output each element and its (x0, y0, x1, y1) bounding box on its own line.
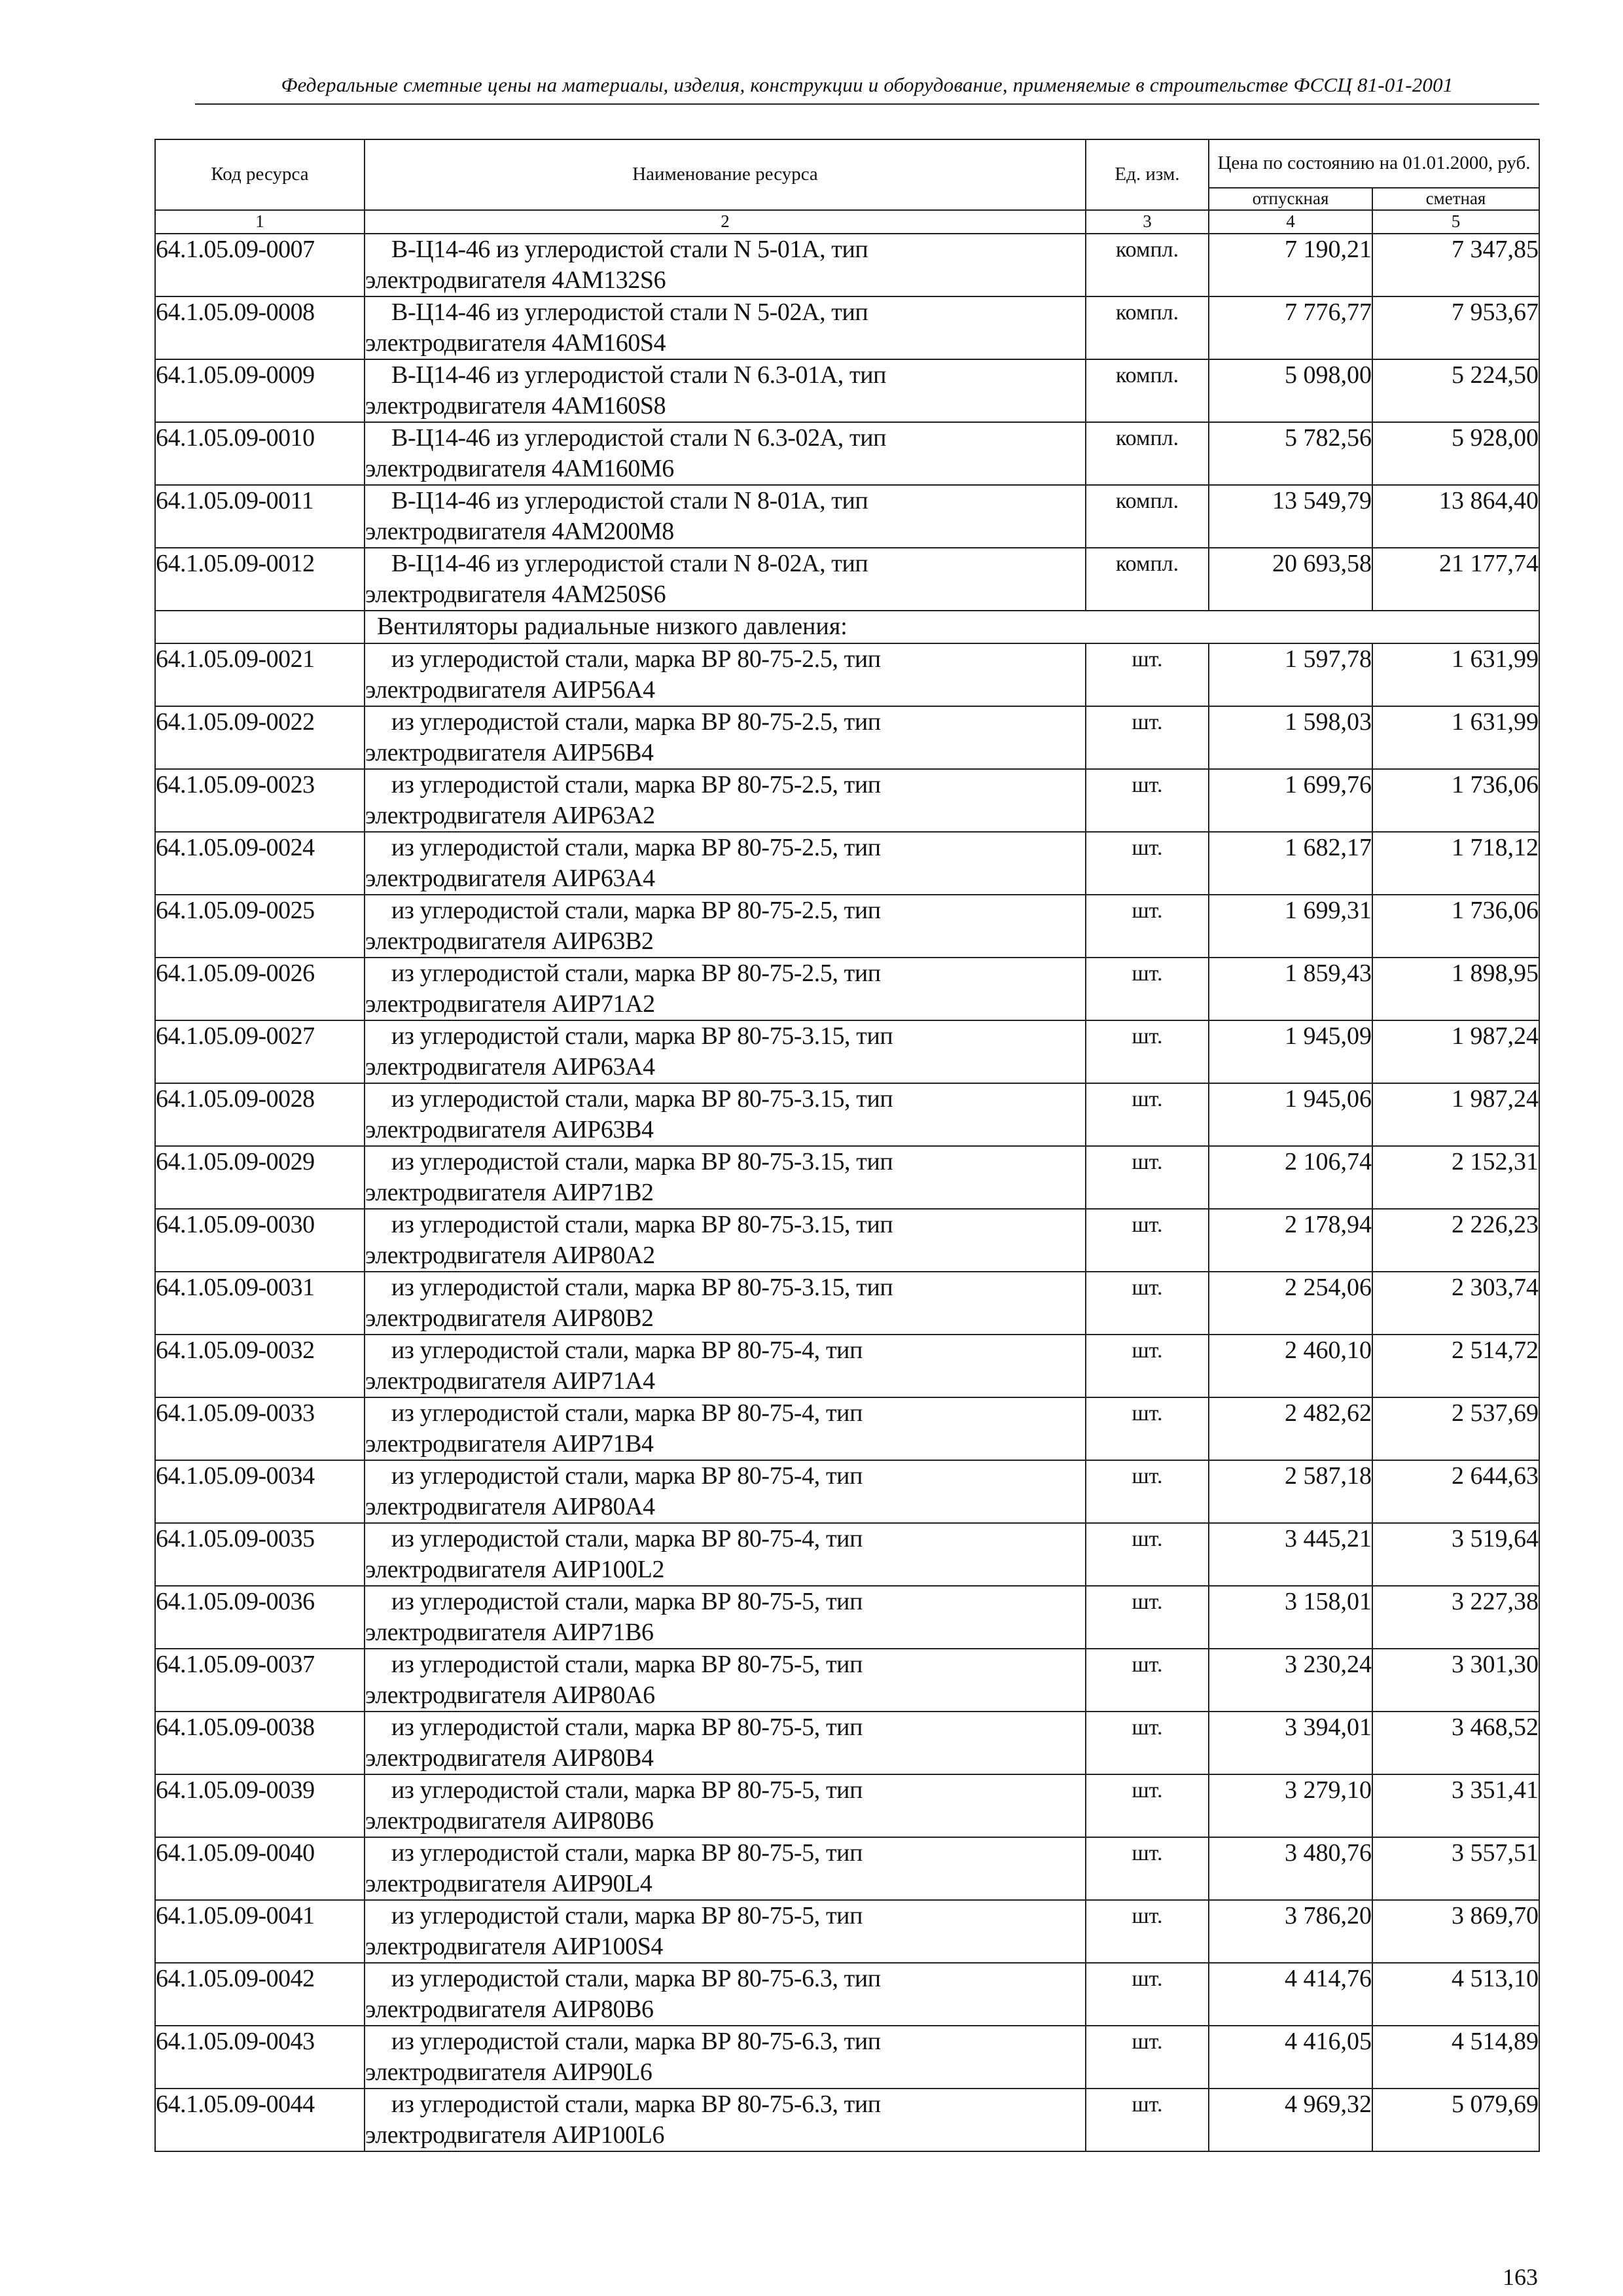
resource-unit: шт. (1086, 1586, 1209, 1649)
section-title: Вентиляторы радиальные низкого давления: (365, 611, 1539, 643)
estimate-price: 3 557,51 (1372, 1837, 1539, 1900)
resource-name-line1: из углеродистой стали, марка ВР 80-75-2.5, тип (391, 771, 881, 798)
table-row (155, 422, 1539, 485)
table-row (155, 895, 1539, 958)
resource-name-line2: электродвигателя АИР80В6 (365, 1807, 654, 1835)
release-price: 2 178,94 (1209, 1209, 1372, 1272)
release-price: 3 158,01 (1209, 1586, 1372, 1649)
estimate-price: 3 227,38 (1372, 1586, 1539, 1649)
running-header: Федеральные сметные цены на материалы, изделия, конструкции и оборудование, применяемые в строительстве ФССЦ 81-01-2001 (281, 73, 1454, 96)
table-row (155, 485, 1539, 548)
resource-name-line1: из углеродистой стали, марка ВР 80-75-4, тип (391, 1462, 863, 1490)
estimate-price: 7 953,67 (1372, 296, 1539, 359)
resource-unit: шт. (1086, 1083, 1209, 1146)
estimate-price: 2 514,72 (1372, 1335, 1539, 1397)
table-row (155, 1774, 1539, 1837)
resource-code: 64.1.05.09-0044 (155, 2089, 365, 2151)
resource-name-line2: электродвигателя АИР71В6 (365, 1619, 654, 1646)
release-price: 1 945,09 (1209, 1020, 1372, 1083)
resource-name-line2: электродвигателя АИР80А2 (365, 1242, 655, 1269)
resource-unit: шт. (1086, 2089, 1209, 2151)
resource-code: 64.1.05.09-0022 (155, 706, 365, 769)
resource-name-line2: электродвигателя АИР80А4 (365, 1493, 655, 1520)
resource-unit: шт. (1086, 832, 1209, 895)
resource-name-line1: В-Ц14-46 из углеродистой стали N 6.3-01А, тип (391, 361, 887, 389)
column-number: 1 (155, 210, 365, 234)
resource-name (365, 296, 1086, 359)
table-row (155, 769, 1539, 832)
estimate-price: 1 736,06 (1372, 769, 1539, 832)
resource-name-line1: из углеродистой стали, марка ВР 80-75-3.15, тип (391, 1211, 893, 1238)
resource-name (365, 1963, 1086, 2026)
table-row (155, 706, 1539, 769)
table-row (155, 1837, 1539, 1900)
resource-name (365, 958, 1086, 1020)
table-row (155, 2026, 1539, 2089)
resource-code: 64.1.05.09-0010 (155, 422, 365, 485)
resource-name (365, 706, 1086, 769)
resource-name (365, 485, 1086, 548)
table-row (155, 1083, 1539, 1146)
table-row (155, 1649, 1539, 1712)
resource-name-line1: из углеродистой стали, марка ВР 80-75-5, тип (391, 1588, 863, 1615)
resource-name-line1: из углеродистой стали, марка ВР 80-75-5, тип (391, 1651, 863, 1678)
resource-unit: шт. (1086, 1649, 1209, 1712)
release-price: 3 230,24 (1209, 1649, 1372, 1712)
resource-name-line2: электродвигателя 4АМ132S6 (365, 266, 666, 294)
resource-unit: шт. (1086, 1523, 1209, 1586)
release-price: 2 254,06 (1209, 1272, 1372, 1335)
resource-unit: шт. (1086, 1020, 1209, 1083)
resource-name-line2: электродвигателя АИР90L4 (365, 1870, 652, 1897)
estimate-price: 3 519,64 (1372, 1523, 1539, 1586)
release-price: 4 416,05 (1209, 2026, 1372, 2089)
column-number: 2 (365, 210, 1086, 234)
col-header-release: отпускная (1209, 188, 1372, 210)
resource-name (365, 895, 1086, 958)
resource-code: 64.1.05.09-0037 (155, 1649, 365, 1712)
resource-name (365, 1272, 1086, 1335)
table-row (155, 1146, 1539, 1209)
table-row (155, 958, 1539, 1020)
table-row (155, 1272, 1539, 1335)
table-row (155, 359, 1539, 422)
estimate-price: 3 468,52 (1372, 1712, 1539, 1774)
estimate-price: 1 987,24 (1372, 1020, 1539, 1083)
estimate-price: 3 869,70 (1372, 1900, 1539, 1963)
resource-code: 64.1.05.09-0033 (155, 1397, 365, 1460)
resource-code: 64.1.05.09-0007 (155, 234, 365, 296)
resource-unit: шт. (1086, 1335, 1209, 1397)
release-price: 1 597,78 (1209, 643, 1372, 706)
resource-name-line2: электродвигателя 4АМ200М8 (365, 518, 674, 545)
table-row (155, 643, 1539, 706)
estimate-price: 4 514,89 (1372, 2026, 1539, 2089)
resource-name-line2: электродвигателя АИР100L6 (365, 2121, 665, 2149)
resource-unit: шт. (1086, 958, 1209, 1020)
release-price: 5 782,56 (1209, 422, 1372, 485)
resource-code: 64.1.05.09-0036 (155, 1586, 365, 1649)
release-price: 13 549,79 (1209, 485, 1372, 548)
resource-name-line1: из углеродистой стали, марка ВР 80-75-5, тип (391, 1839, 863, 1867)
column-number-row (155, 210, 1539, 234)
resource-name (365, 1020, 1086, 1083)
resource-unit: компл. (1086, 548, 1209, 611)
release-price: 1 699,31 (1209, 895, 1372, 958)
table-row (155, 296, 1539, 359)
resource-name (365, 234, 1086, 296)
resource-unit: шт. (1086, 1837, 1209, 1900)
resource-unit: шт. (1086, 1272, 1209, 1335)
resource-name (365, 422, 1086, 485)
column-number: 3 (1086, 210, 1209, 234)
release-price: 7 190,21 (1209, 234, 1372, 296)
release-price: 7 776,77 (1209, 296, 1372, 359)
resource-unit: шт. (1086, 1209, 1209, 1272)
resource-name-line1: В-Ц14-46 из углеродистой стали N 8-02А, тип (391, 550, 868, 577)
resource-name (365, 1712, 1086, 1774)
price-table (154, 139, 1540, 2152)
resource-unit: шт. (1086, 1712, 1209, 1774)
col-header-unit: Ед. изм. (1086, 139, 1209, 210)
resource-name-line1: из углеродистой стали, марка ВР 80-75-2.5, тип (391, 834, 881, 861)
resource-name-line2: электродвигателя АИР100L2 (365, 1556, 665, 1583)
table-row (155, 1209, 1539, 1272)
estimate-price: 1 718,12 (1372, 832, 1539, 895)
resource-name-line1: из углеродистой стали, марка ВР 80-75-6.3, тип (391, 1965, 881, 1992)
estimate-price: 2 226,23 (1372, 1209, 1539, 1272)
table-row (155, 1020, 1539, 1083)
release-price: 1 859,43 (1209, 958, 1372, 1020)
resource-name-line1: из углеродистой стали, марка ВР 80-75-5, тип (391, 1776, 863, 1804)
resource-unit: шт. (1086, 643, 1209, 706)
resource-code: 64.1.05.09-0012 (155, 548, 365, 611)
resource-name (365, 548, 1086, 611)
release-price: 1 945,06 (1209, 1083, 1372, 1146)
resource-name (365, 2089, 1086, 2151)
resource-unit: шт. (1086, 1146, 1209, 1209)
release-price: 5 098,00 (1209, 359, 1372, 422)
section-spacer (155, 611, 365, 643)
resource-name (365, 1209, 1086, 1272)
resource-code: 64.1.05.09-0024 (155, 832, 365, 895)
estimate-price: 5 079,69 (1372, 2089, 1539, 2151)
estimate-price: 3 301,30 (1372, 1649, 1539, 1712)
release-price: 20 693,58 (1209, 548, 1372, 611)
estimate-price: 4 513,10 (1372, 1963, 1539, 2026)
release-price: 3 480,76 (1209, 1837, 1372, 1900)
resource-name-line1: из углеродистой стали, марка ВР 80-75-3.15, тип (391, 1274, 893, 1301)
resource-unit: шт. (1086, 2026, 1209, 2089)
resource-name-line2: электродвигателя АИР90L6 (365, 2058, 652, 2086)
resource-unit: компл. (1086, 359, 1209, 422)
resource-name-line2: электродвигателя АИР80В2 (365, 1304, 654, 1332)
resource-unit: шт. (1086, 1460, 1209, 1523)
resource-name-line1: из углеродистой стали, марка ВР 80-75-4, тип (391, 1336, 863, 1364)
resource-code: 64.1.05.09-0029 (155, 1146, 365, 1209)
resource-name-line2: электродвигателя АИР100S4 (365, 1933, 664, 1960)
resource-name-line1: из углеродистой стали, марка ВР 80-75-4, тип (391, 1399, 863, 1427)
resource-name (365, 832, 1086, 895)
resource-code: 64.1.05.09-0040 (155, 1837, 365, 1900)
estimate-price: 3 351,41 (1372, 1774, 1539, 1837)
resource-code: 64.1.05.09-0011 (155, 485, 365, 548)
resource-unit: компл. (1086, 422, 1209, 485)
resource-code: 64.1.05.09-0038 (155, 1712, 365, 1774)
resource-unit: шт. (1086, 1900, 1209, 1963)
resource-name (365, 1083, 1086, 1146)
resource-name-line2: электродвигателя АИР80В4 (365, 1744, 654, 1772)
resource-name-line2: электродвигателя АИР63А4 (365, 1053, 655, 1081)
table-row (155, 1460, 1539, 1523)
resource-name-line2: электродвигателя АИР71В4 (365, 1430, 654, 1458)
table-body-group1 (155, 234, 1539, 611)
resource-code: 64.1.05.09-0028 (155, 1083, 365, 1146)
page-number: 163 (1503, 2264, 1538, 2290)
release-price: 4 414,76 (1209, 1963, 1372, 2026)
estimate-price: 1 631,99 (1372, 706, 1539, 769)
table-row (155, 1900, 1539, 1963)
table-row (155, 832, 1539, 895)
table-row (155, 1963, 1539, 2026)
header-rule (195, 103, 1539, 105)
resource-name-line2: электродвигателя 4АМ250S6 (365, 581, 666, 608)
resource-name-line2: электродвигателя 4АМ160М6 (365, 455, 674, 482)
resource-name-line1: из углеродистой стали, марка ВР 80-75-5, тип (391, 1902, 863, 1929)
column-number: 4 (1209, 210, 1372, 234)
resource-name (365, 1774, 1086, 1837)
resource-unit: шт. (1086, 769, 1209, 832)
resource-code: 64.1.05.09-0041 (155, 1900, 365, 1963)
resource-name-line1: из углеродистой стали, марка ВР 80-75-2.5, тип (391, 960, 881, 987)
resource-name (365, 1335, 1086, 1397)
release-price: 4 969,32 (1209, 2089, 1372, 2151)
resource-unit: шт. (1086, 1774, 1209, 1837)
resource-name-line1: из углеродистой стали, марка ВР 80-75-2.5, тип (391, 645, 881, 673)
resource-name-line2: электродвигателя АИР71А4 (365, 1367, 655, 1395)
resource-name-line1: В-Ц14-46 из углеродистой стали N 5-01А, тип (391, 236, 868, 263)
resource-name-line1: В-Ц14-46 из углеродистой стали N 6.3-02А, тип (391, 424, 887, 452)
table-section (155, 611, 1539, 643)
resource-name (365, 1460, 1086, 1523)
resource-code: 64.1.05.09-0025 (155, 895, 365, 958)
estimate-price: 1 898,95 (1372, 958, 1539, 1020)
estimate-price: 2 537,69 (1372, 1397, 1539, 1460)
resource-name-line2: электродвигателя 4АМ160S8 (365, 392, 666, 420)
resource-unit: шт. (1086, 1963, 1209, 2026)
resource-name-line2: электродвигателя АИР56А4 (365, 676, 655, 704)
release-price: 3 786,20 (1209, 1900, 1372, 1963)
release-price: 3 445,21 (1209, 1523, 1372, 1586)
resource-code: 64.1.05.09-0031 (155, 1272, 365, 1335)
release-price: 3 279,10 (1209, 1774, 1372, 1837)
resource-name (365, 1146, 1086, 1209)
table-row (155, 1397, 1539, 1460)
resource-name (365, 1649, 1086, 1712)
estimate-price: 5 928,00 (1372, 422, 1539, 485)
col-header-price-group: Цена по состоянию на 01.01.2000, руб. (1209, 139, 1539, 188)
estimate-price: 2 303,74 (1372, 1272, 1539, 1335)
resource-code: 64.1.05.09-0023 (155, 769, 365, 832)
resource-code: 64.1.05.09-0026 (155, 958, 365, 1020)
table-row (155, 1586, 1539, 1649)
table-row (155, 2089, 1539, 2151)
resource-code: 64.1.05.09-0042 (155, 1963, 365, 2026)
release-price: 2 106,74 (1209, 1146, 1372, 1209)
resource-unit: шт. (1086, 1397, 1209, 1460)
table-body-group2 (155, 643, 1539, 2151)
resource-name-line2: электродвигателя АИР71В2 (365, 1179, 654, 1206)
resource-code: 64.1.05.09-0030 (155, 1209, 365, 1272)
resource-name-line2: электродвигателя АИР80А6 (365, 1681, 655, 1709)
resource-unit: шт. (1086, 706, 1209, 769)
resource-name (365, 359, 1086, 422)
resource-code: 64.1.05.09-0009 (155, 359, 365, 422)
estimate-price: 2 644,63 (1372, 1460, 1539, 1523)
release-price: 1 682,17 (1209, 832, 1372, 895)
resource-name (365, 1397, 1086, 1460)
release-price: 2 482,62 (1209, 1397, 1372, 1460)
estimate-price: 5 224,50 (1372, 359, 1539, 422)
resource-code: 64.1.05.09-0032 (155, 1335, 365, 1397)
resource-name (365, 1523, 1086, 1586)
col-header-estimate: сметная (1372, 188, 1539, 210)
resource-name-line1: В-Ц14-46 из углеродистой стали N 8-01А, тип (391, 487, 868, 514)
release-price: 3 394,01 (1209, 1712, 1372, 1774)
table-row (155, 234, 1539, 296)
col-header-code: Код ресурса (155, 139, 365, 210)
estimate-price: 13 864,40 (1372, 485, 1539, 548)
resource-name-line1: из углеродистой стали, марка ВР 80-75-3.15, тип (391, 1085, 893, 1113)
release-price: 1 699,76 (1209, 769, 1372, 832)
resource-name-line1: из углеродистой стали, марка ВР 80-75-4, тип (391, 1525, 863, 1552)
resource-name-line2: электродвигателя АИР63В4 (365, 1116, 654, 1143)
estimate-price: 7 347,85 (1372, 234, 1539, 296)
resource-code: 64.1.05.09-0039 (155, 1774, 365, 1837)
resource-name-line1: из углеродистой стали, марка ВР 80-75-6.3, тип (391, 2028, 881, 2055)
resource-name-line2: электродвигателя АИР63А4 (365, 865, 655, 892)
section-row (155, 611, 1539, 643)
table-row (155, 1335, 1539, 1397)
resource-name-line1: из углеродистой стали, марка ВР 80-75-2.5, тип (391, 708, 881, 736)
resource-name-line1: В-Ц14-46 из углеродистой стали N 5-02А, тип (391, 298, 868, 326)
resource-code: 64.1.05.09-0008 (155, 296, 365, 359)
resource-unit: шт. (1086, 895, 1209, 958)
resource-code: 64.1.05.09-0043 (155, 2026, 365, 2089)
table-row (155, 1523, 1539, 1586)
release-price: 2 460,10 (1209, 1335, 1372, 1397)
resource-name (365, 1900, 1086, 1963)
resource-unit: компл. (1086, 296, 1209, 359)
col-header-name: Наименование ресурса (365, 139, 1086, 210)
resource-name (365, 1586, 1086, 1649)
release-price: 1 598,03 (1209, 706, 1372, 769)
resource-name-line2: электродвигателя АИР63А2 (365, 802, 655, 829)
resource-name (365, 2026, 1086, 2089)
estimate-price: 21 177,74 (1372, 548, 1539, 611)
column-number: 5 (1372, 210, 1539, 234)
resource-name (365, 1837, 1086, 1900)
resource-code: 64.1.05.09-0027 (155, 1020, 365, 1083)
estimate-price: 1 631,99 (1372, 643, 1539, 706)
resource-name-line1: из углеродистой стали, марка ВР 80-75-5, тип (391, 1713, 863, 1741)
release-price: 2 587,18 (1209, 1460, 1372, 1523)
resource-name-line2: электродвигателя АИР80В6 (365, 1996, 654, 2023)
estimate-price: 1 736,06 (1372, 895, 1539, 958)
resource-name (365, 769, 1086, 832)
estimate-price: 2 152,31 (1372, 1146, 1539, 1209)
resource-code: 64.1.05.09-0035 (155, 1523, 365, 1586)
resource-unit: компл. (1086, 485, 1209, 548)
estimate-price: 1 987,24 (1372, 1083, 1539, 1146)
resource-name-line2: электродвигателя АИР56В4 (365, 739, 654, 766)
table-row (155, 1712, 1539, 1774)
resource-name-line1: из углеродистой стали, марка ВР 80-75-2.5, тип (391, 897, 881, 924)
resource-name-line1: из углеродистой стали, марка ВР 80-75-3.15, тип (391, 1022, 893, 1050)
resource-name-line2: электродвигателя АИР71А2 (365, 990, 655, 1018)
resource-name-line2: электродвигателя 4АМ160S4 (365, 329, 666, 357)
resource-code: 64.1.05.09-0021 (155, 643, 365, 706)
resource-name (365, 643, 1086, 706)
resource-name-line1: из углеродистой стали, марка ВР 80-75-3.15, тип (391, 1148, 893, 1175)
resource-name-line2: электродвигателя АИР63В2 (365, 927, 654, 955)
resource-unit: компл. (1086, 234, 1209, 296)
resource-code: 64.1.05.09-0034 (155, 1460, 365, 1523)
table-row (155, 548, 1539, 611)
resource-name-line1: из углеродистой стали, марка ВР 80-75-6.3, тип (391, 2090, 881, 2118)
